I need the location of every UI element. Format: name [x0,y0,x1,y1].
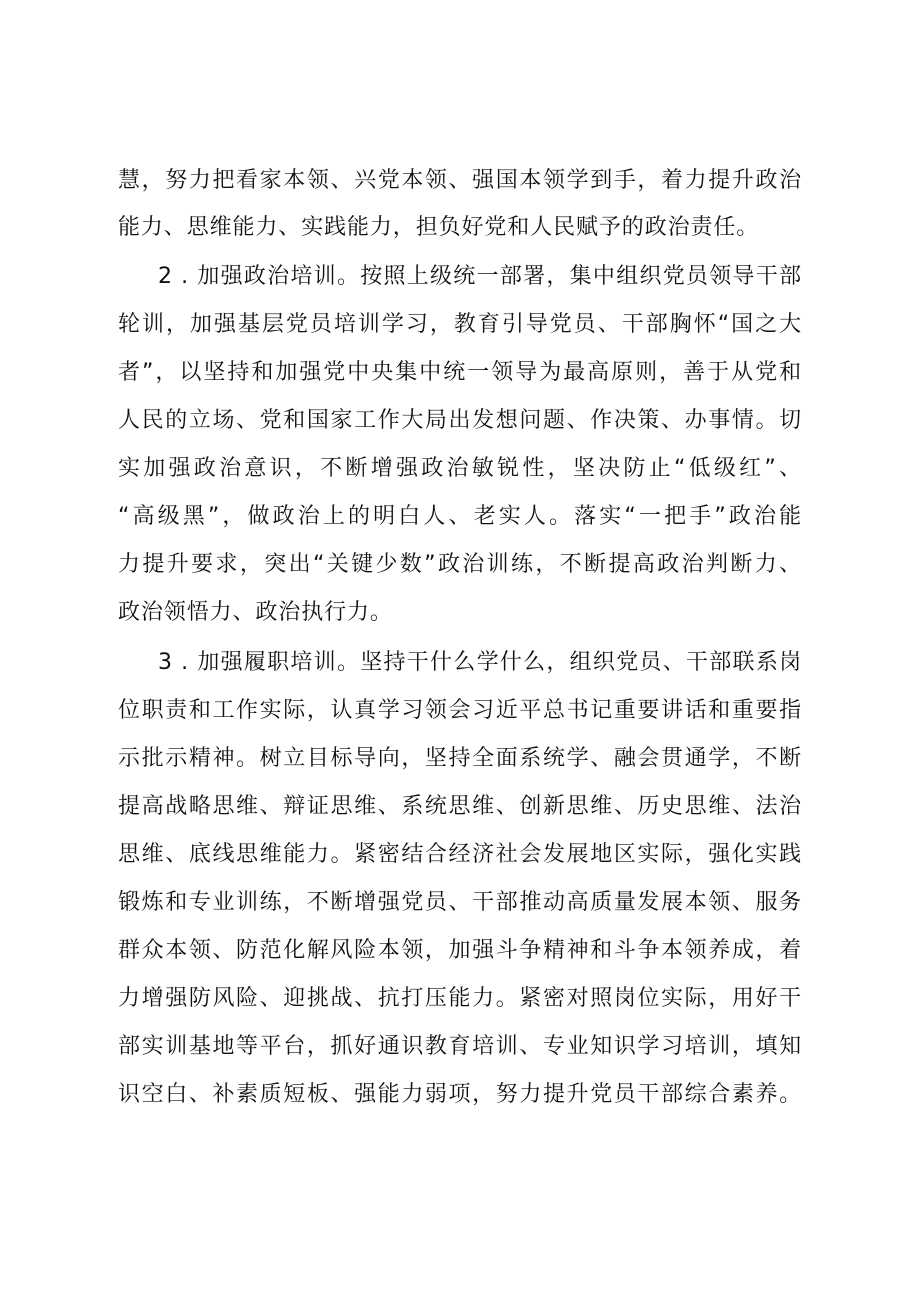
section-2-heading-line: 2 . 加强政治培训。按照上级统一部署，集中组织党员领导干部 [158,264,802,289]
text-line: 力增强防风险、迎挑战、抗打压能力。紧密对照岗位实际，用好干 [118,986,802,1011]
text-line: 思维、底线思维能力。紧密结合经济社会发展地区实际，强化实践 [118,842,802,867]
text-line: 能力、思维能力、实践能力，担负好党和人民赋予的政治责任。 [118,215,760,240]
text-line: 力提升要求，突出“关键少数”政治训练，不断提高政治判断力、 [118,552,802,577]
text-line: 轮训，加强基层党员培训学习，教育引导党员、干部胸怀“国之大 [118,312,802,337]
text-line: 示批示精神。树立目标导向，坚持全面系统学、融会贯通学，不断 [118,746,802,771]
text-line: 群众本领、防范化解风险本领，加强斗争精神和斗争本领养成，着 [118,938,802,963]
text-line: 识空白、补素质短板、强能力弱项，努力提升党员干部综合素养。 [118,1082,802,1107]
text-line: 提高战略思维、辩证思维、系统思维、创新思维、历史思维、法治 [118,794,802,819]
text-line: 慧，努力把看家本领、兴党本领、强国本领学到手，着力提升政治 [118,168,802,193]
text-line: 位职责和工作实际，认真学习领会习近平总书记重要讲话和重要指 [118,698,802,723]
text-line: 人民的立场、党和国家工作大局出发想问题、作决策、办事情。切 [118,408,802,433]
text-line: 部实训基地等平台，抓好通识教育培训、专业知识学习培训，填知 [118,1034,802,1059]
text-line: “高级黑”，做政治上的明白人、老实人。落实“一把手”政治能 [118,504,802,529]
section-3-heading-line: 3 . 加强履职培训。坚持干什么学什么，组织党员、干部联系岗 [158,650,802,675]
text-line: 锻炼和专业训练，不断增强党员、干部推动高质量发展本领、服务 [118,890,802,915]
text-line: 者”，以坚持和加强党中央集中统一领导为最高原则，善于从党和 [118,360,802,385]
text-line: 政治领悟力、政治执行力。 [118,600,393,625]
text-line: 实加强政治意识，不断增强政治敏锐性，坚决防止“低级红”、 [118,456,802,481]
